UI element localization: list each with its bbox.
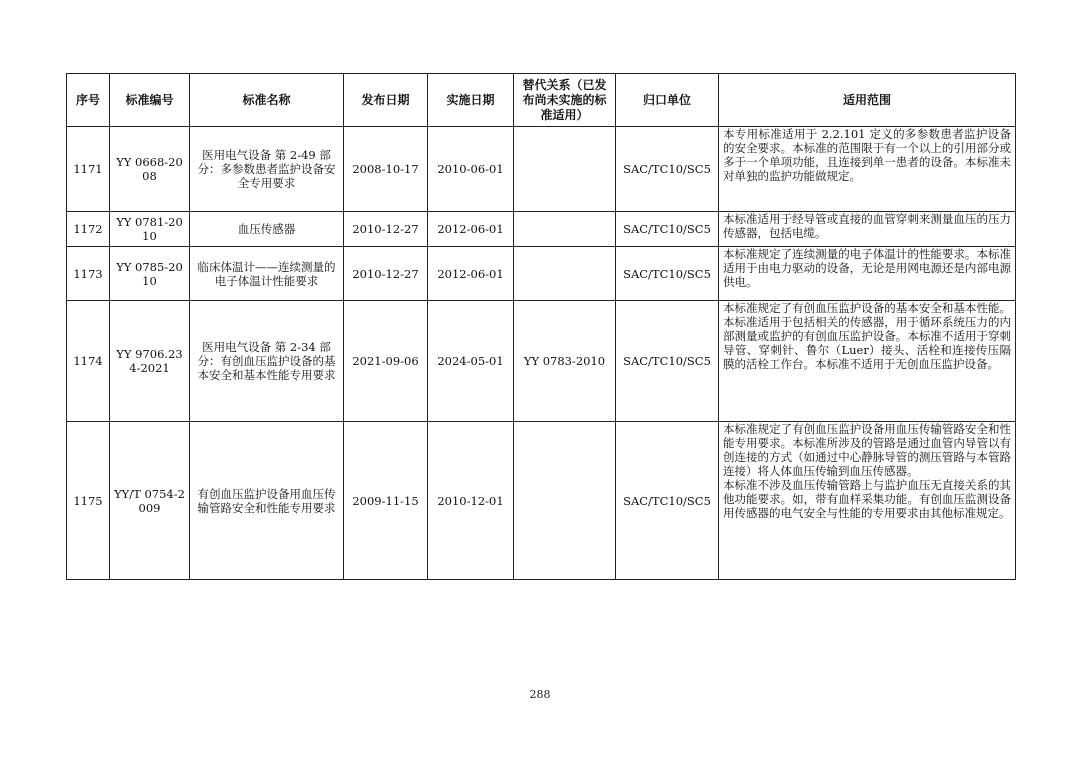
cell-replacement [514, 422, 616, 580]
cell-name: 医用电气设备 第 2-49 部分：多参数患者监护设备安全专用要求 [190, 127, 344, 212]
cell-publish-date: 2010-12-27 [344, 247, 428, 301]
cell-publish-date: 2008-10-17 [344, 127, 428, 212]
cell-unit: SAC/TC10/SC5 [616, 212, 719, 247]
cell-replacement [514, 247, 616, 301]
cell-unit: SAC/TC10/SC5 [616, 127, 719, 212]
cell-publish-date: 2021-09-06 [344, 301, 428, 422]
standards-table [66, 73, 1016, 580]
cell-publish-date: 2010-12-27 [344, 212, 428, 247]
header-implement-date: 实施日期 [428, 74, 514, 127]
cell-replacement [514, 127, 616, 212]
cell-replacement: YY 0783-2010 [514, 301, 616, 422]
cell-scope: 本专用标准适用于 2.2.101 定义的多参数患者监护设备的安全要求。本标准的范围限于有一个以上的引用部分或多于一个单项功能，且连接到单一患者的设备。本标准未对单独的监护功能做规定。 [719, 127, 1016, 212]
table-row [67, 301, 1016, 422]
cell-implement-date: 2024-05-01 [428, 301, 514, 422]
cell-scope: 本标准规定了连续测量的电子体温计的性能要求。本标准适用于由电力驱动的设备，无论是用网电源还是内部电源供电。 [719, 247, 1016, 301]
cell-no: 1175 [67, 422, 110, 580]
header-code: 标准编号 [110, 74, 190, 127]
cell-code: YY 9706.234-2021 [110, 301, 190, 422]
cell-unit: SAC/TC10/SC5 [616, 301, 719, 422]
cell-code: YY/T 0754-2009 [110, 422, 190, 580]
cell-unit: SAC/TC10/SC5 [616, 247, 719, 301]
cell-scope: 本标准适用于经导管或直接的血管穿刺来测量血压的压力传感器，包括电缆。 [719, 212, 1016, 247]
cell-publish-date: 2009-11-15 [344, 422, 428, 580]
cell-implement-date: 2012-06-01 [428, 212, 514, 247]
page-number: 288 [529, 688, 551, 701]
header-replacement: 替代关系（已发布尚未实施的标准适用） [514, 74, 616, 127]
header-no: 序号 [67, 74, 110, 127]
header-name: 标准名称 [190, 74, 344, 127]
cell-replacement [514, 212, 616, 247]
cell-no: 1173 [67, 247, 110, 301]
table-row [67, 247, 1016, 301]
cell-name: 血压传感器 [190, 212, 344, 247]
cell-no: 1171 [67, 127, 110, 212]
cell-name: 临床体温计——连续测量的电子体温计性能要求 [190, 247, 344, 301]
header-row [67, 74, 1016, 127]
cell-name: 医用电气设备 第 2-34 部分：有创血压监护设备的基本安全和基本性能专用要求 [190, 301, 344, 422]
cell-no: 1172 [67, 212, 110, 247]
cell-unit: SAC/TC10/SC5 [616, 422, 719, 580]
header-unit: 归口单位 [616, 74, 719, 127]
cell-code: YY 0781-2010 [110, 212, 190, 247]
cell-no: 1174 [67, 301, 110, 422]
cell-implement-date: 2010-06-01 [428, 127, 514, 212]
cell-implement-date: 2010-12-01 [428, 422, 514, 580]
cell-scope: 本标准规定了有创血压监护设备用血压传输管路安全和性能专用要求。本标准所涉及的管路是通过血管内导管以有创连接的方式（如通过中心静脉导管的测压管路与本管路连接）将人体血压传输到血压传感器。 本标准不涉及血压传输管路上与监护血压无直接关系的其他功能要求。如，带有血样采集功能。有创血压监测设备用传感器的电气安全与性能的专用要求由其他标准规定。 [719, 422, 1016, 580]
table-row [67, 422, 1016, 580]
cell-name: 有创血压监护设备用血压传输管路安全和性能专用要求 [190, 422, 344, 580]
table-row [67, 127, 1016, 212]
cell-implement-date: 2012-06-01 [428, 247, 514, 301]
cell-code: YY 0785-2010 [110, 247, 190, 301]
table-row [67, 212, 1016, 247]
cell-scope: 本标准规定了有创血压监护设备的基本安全和基本性能。本标准适用于包括相关的传感器，用于循环系统压力的内部测量或监护的有创血压监护设备。本标准不适用于穿刺导管、穿刺针、鲁尔（Luer）接头、活栓和连接传压隔膜的活栓工作台。本标准不适用于无创血压监护设备。 [719, 301, 1016, 422]
header-publish-date: 发布日期 [344, 74, 428, 127]
header-scope: 适用范围 [719, 74, 1016, 127]
cell-code: YY 0668-2008 [110, 127, 190, 212]
